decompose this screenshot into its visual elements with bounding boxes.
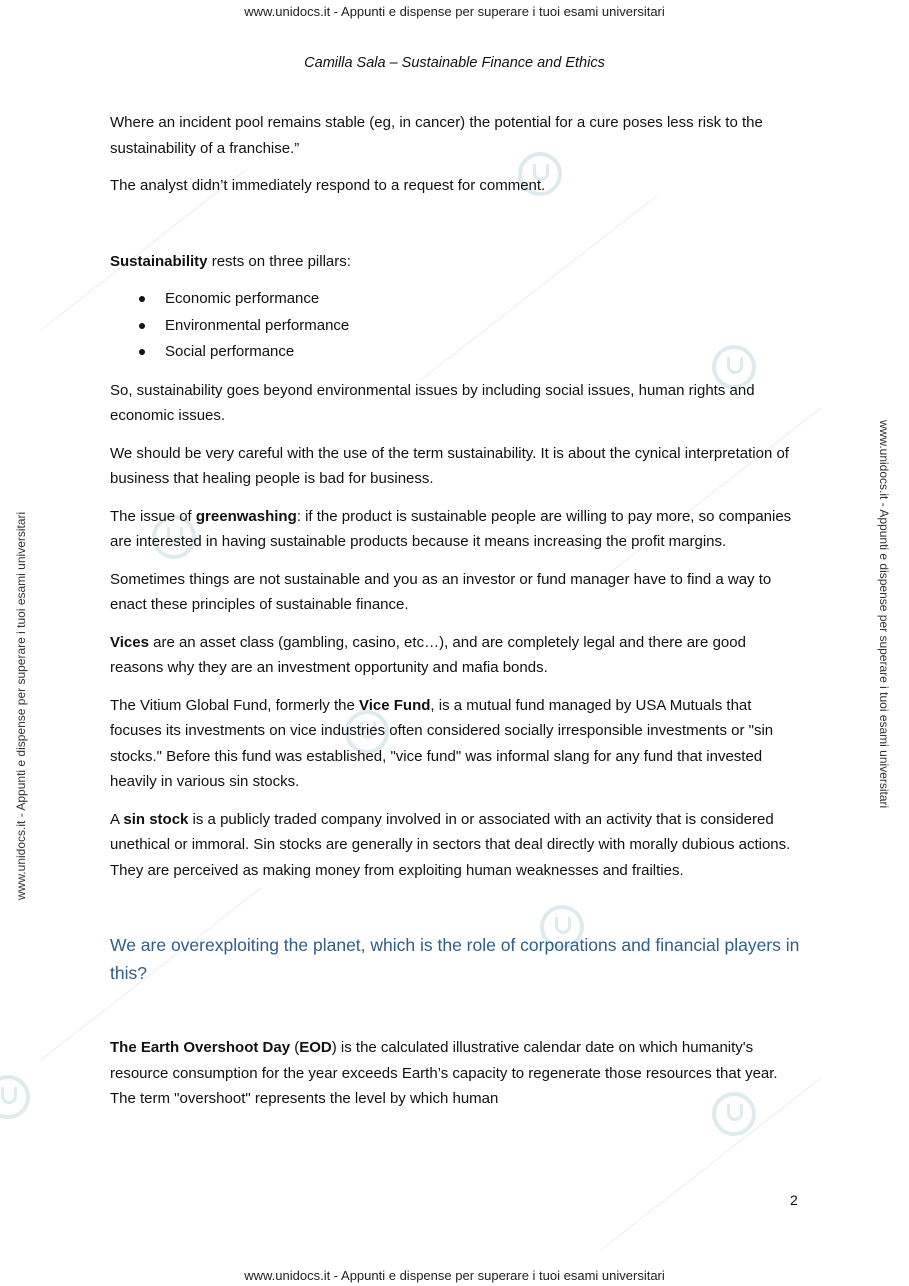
bold-term: The Earth Overshoot Day <box>110 1039 291 1056</box>
paragraph: Where an incident pool remains stable (eg, in cancer) the potential for a cure poses less risk to the sustainability of a franchise.” <box>110 114 763 157</box>
paragraph: The issue of greenwashing: if the product is sustainable people are willing to pay more, so companies are interested in having sustainable products because it means increasing the profit margins. <box>110 507 792 550</box>
section-heading: We are overexploiting the planet, which is the role of corporations and financial players in this? <box>110 935 800 983</box>
paragraph: Vices are an asset class (gambling, casino, etc…), and are completely legal and there are good reasons why they are an investment opportunity and mafia bonds. <box>110 633 746 676</box>
paragraph: So, sustainability goes beyond environmental issues by including social issues, human rights and economic issues. <box>110 381 755 424</box>
list-item: Social performance <box>165 339 800 366</box>
document-body <box>110 110 800 1124</box>
list-item: Environmental performance <box>165 313 800 340</box>
pillars-list <box>110 286 800 366</box>
page-header: Camilla Sala – Sustainable Finance and Ethics <box>304 55 605 71</box>
bold-term: sin stock <box>123 810 189 828</box>
list-item: Economic performance <box>165 286 800 313</box>
watermark-left: www.unidocs.it - Appunti e dispense per superare i tuoi esami universitari <box>14 511 28 900</box>
bold-term: EOD <box>299 1039 332 1056</box>
bold-term: Vice Fund <box>359 696 431 714</box>
paragraph: The analyst didn’t immediately respond to a request for comment. <box>110 177 546 194</box>
paragraph: A sin stock is a publicly traded company involved in or associated with an activity that is considered unethical or immoral. Sin stocks are generally in sectors that deal directly with morally dubious actions. They are perceived as making money from exploiting human weaknesses and frailties. <box>110 810 791 879</box>
watermark-top: www.unidocs.it - Appunti e dispense per superare i tuoi esami universitari <box>244 4 665 19</box>
paragraph: The Earth Overshoot Day (EOD) is the calculated illustrative calendar date on which humanity's resource consumption for the year exceeds Earth’s capacity to regenerate those resources that year. The term "overshoot" represents the level by which human <box>110 1039 778 1107</box>
bold-term: greenwashing <box>195 507 297 525</box>
watermark-bottom: www.unidocs.it - Appunti e dispense per superare i tuoi esami universitari <box>244 1268 665 1283</box>
paragraph: Sometimes things are not sustainable and you as an investor or fund manager have to find a way to enact these principles of sustainable finance. <box>110 570 772 613</box>
paragraph: We should be very careful with the use of the term sustainability. It is about the cynical interpretation of business that healing people is bad for business. <box>110 444 789 487</box>
bold-term: Vices <box>110 633 149 651</box>
paragraph: The Vitium Global Fund, formerly the Vice Fund, is a mutual fund managed by USA Mutuals that focuses its investments on vice industries often considered socially irresponsible investments or "sin stocks." Before this fund was established, "vice fund" was informal slang for any fund that invested heavily in various sin stocks. <box>110 696 774 790</box>
watermark-logo-icon <box>0 1075 30 1119</box>
page-number: 2 <box>790 1192 798 1208</box>
paragraph: Sustainability rests on three pillars: <box>110 252 351 270</box>
bold-term: Sustainability <box>110 252 208 270</box>
watermark-right: www.unidocs.it - Appunti e dispense per superare i tuoi esami universitari <box>877 420 891 809</box>
